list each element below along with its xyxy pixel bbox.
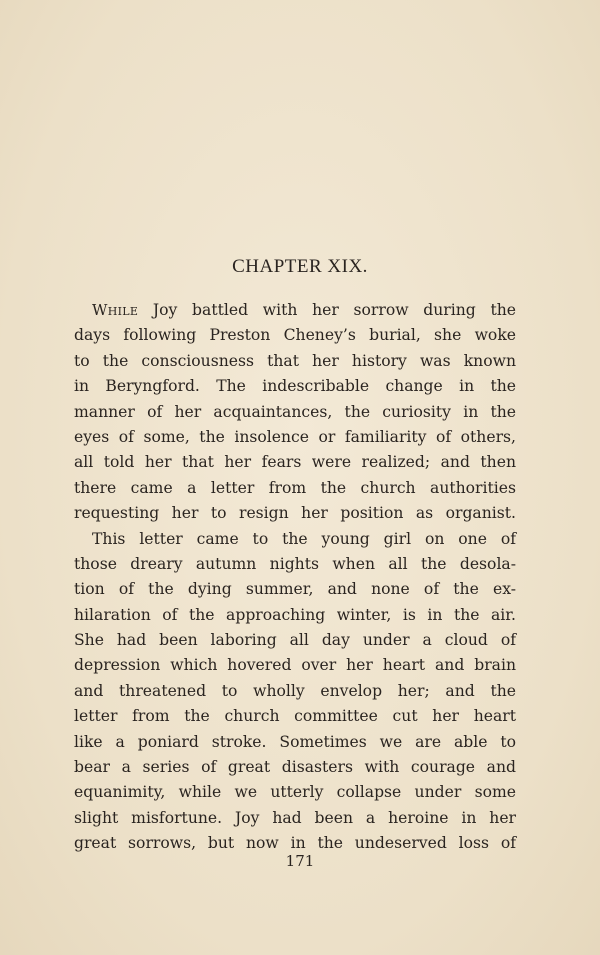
text-line: depression which hovered over her heart and brain — [74, 656, 516, 675]
text-line: those dreary autumn nights when all the desola- — [74, 554, 516, 573]
text-line: like a poniard stroke. Sometimes we are able to — [74, 732, 516, 751]
text-line: hilaration of the approaching winter, is in the air. — [74, 605, 516, 624]
body-text — [74, 298, 516, 857]
text-line: She had been laboring all day under a cloud of — [74, 631, 516, 650]
chapter-heading: CHAPTER XIX. — [232, 256, 368, 277]
text-line: to the consciousness that her history was known — [74, 351, 516, 370]
text-line: bear a series of great disasters with courage and — [74, 758, 516, 777]
text-line: tion of the dying summer, and none of the ex- — [74, 580, 516, 599]
text-line: letter from the church committee cut her heart — [74, 707, 516, 726]
text-line: in Beryngford. The indescribable change in the — [74, 377, 516, 396]
text-line: slight misfortune. Joy had been a heroine in her — [74, 808, 516, 827]
text-line: requesting her to resign her position as organist. — [74, 504, 516, 523]
text-line: days following Preston Cheney’s burial, she woke — [74, 326, 516, 345]
text-line: and threatened to wholly envelop her; and the — [74, 681, 516, 700]
text-line: This letter came to the young girl on one of — [92, 529, 516, 548]
text-line: there came a letter from the church authorities — [74, 478, 516, 497]
page-number: 171 — [285, 852, 315, 870]
text-line: great sorrows, but now in the undeserved loss of — [74, 834, 516, 853]
opening-word: While — [92, 301, 139, 319]
text-line: manner of her acquaintances, the curiosity in the — [74, 402, 516, 421]
text-line: all told her that her fears were realized; and then — [74, 453, 516, 472]
text-line: equanimity, while we utterly collapse under some — [74, 783, 516, 802]
text-line: eyes of some, the insolence or familiarity of others, — [74, 427, 516, 446]
text-line: While Joy battled with her sorrow during the — [92, 301, 516, 319]
